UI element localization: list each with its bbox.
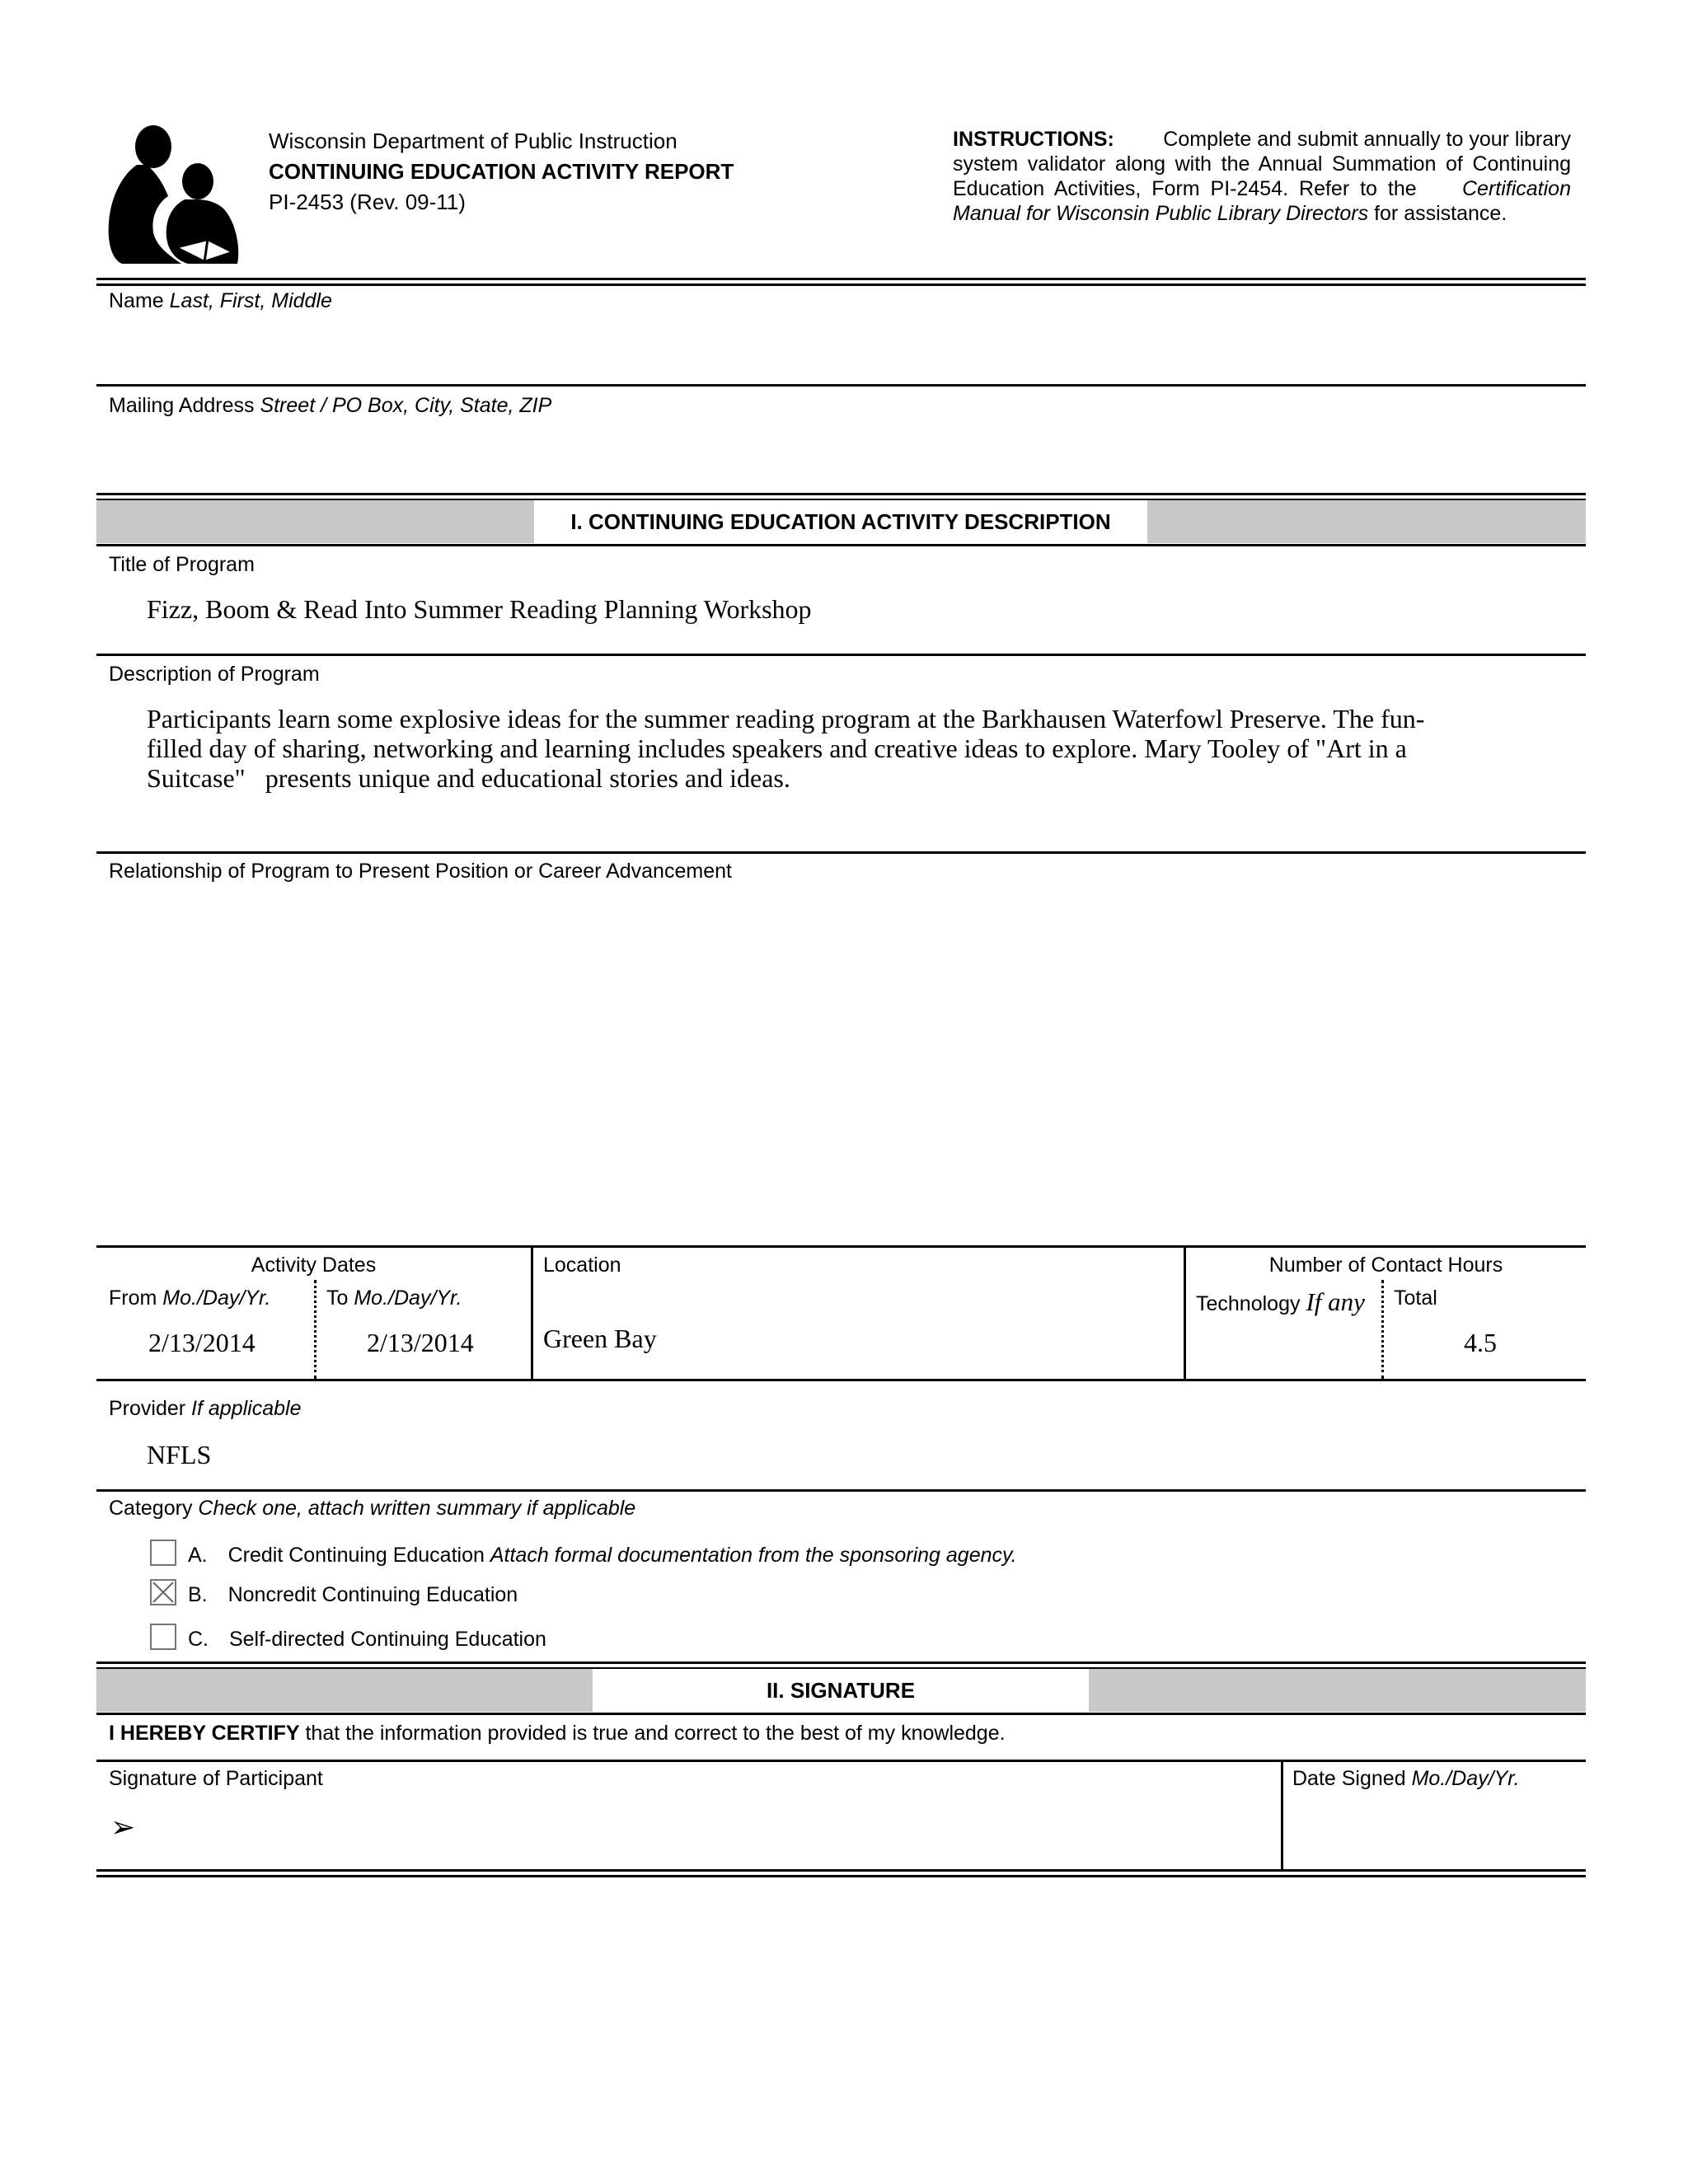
category-c-checkbox[interactable] bbox=[150, 1624, 176, 1650]
name-label: Name Last, First, Middle bbox=[109, 289, 332, 312]
program-title-label: Title of Program bbox=[109, 553, 255, 576]
date-signed-field[interactable] bbox=[1294, 1809, 1574, 1858]
program-description-label: Description of Program bbox=[109, 663, 320, 686]
instructions-line-1 bbox=[953, 127, 1571, 152]
to-date-label: To Mo./Day/Yr. bbox=[326, 1286, 462, 1310]
contact-hours-label: Number of Contact Hours bbox=[1268, 1254, 1503, 1277]
form-title: CONTINUING EDUCATION ACTIVITY REPORT bbox=[269, 159, 734, 184]
certify-divider bbox=[96, 1760, 1586, 1762]
instructions-text-3-italic: Certification bbox=[1462, 177, 1571, 200]
reading-adult-child-icon bbox=[106, 124, 244, 265]
date-signed-label: Date Signed Mo./Day/Yr. bbox=[1292, 1767, 1520, 1790]
header-divider bbox=[96, 278, 1586, 286]
category-a-option: A. Credit Continuing Education Attach formal documentation from the sponsoring agency. bbox=[188, 1544, 1017, 1567]
relationship-label: Relationship of Program to Present Position or Career Advancement bbox=[109, 860, 732, 883]
signature-field[interactable] bbox=[157, 1805, 1261, 1863]
instructions-text-1: Complete and submit annually to your library bbox=[1163, 128, 1571, 151]
name-field[interactable] bbox=[147, 326, 1548, 367]
provider-label: Provider If applicable bbox=[109, 1397, 302, 1420]
provider-divider bbox=[96, 1489, 1586, 1492]
category-b-checkbox[interactable] bbox=[150, 1579, 176, 1605]
section2-title: II. SIGNATURE bbox=[593, 1669, 1089, 1712]
relationship-field[interactable] bbox=[147, 898, 1548, 1228]
instructions-manual-title: Manual for Wisconsin Public Library Directors bbox=[953, 202, 1369, 225]
instructions-text-3: Education Activities, Form PI-2454. Refer to the bbox=[953, 177, 1417, 200]
signature-label: Signature of Participant bbox=[109, 1767, 323, 1790]
technology-label: Technology If any bbox=[1196, 1287, 1365, 1316]
checkbox-x-mark-icon bbox=[152, 1581, 175, 1604]
instructions-block bbox=[953, 127, 1571, 226]
signature-arrow-icon: ➢ bbox=[110, 1811, 136, 1844]
activity-table-top bbox=[96, 1245, 1586, 1248]
address-field[interactable] bbox=[147, 430, 1548, 471]
total-hours-label: Total bbox=[1394, 1286, 1437, 1310]
description-divider bbox=[96, 851, 1586, 854]
form-number: PI-2453 (Rev. 09-11) bbox=[269, 190, 466, 214]
activity-dates-label: Activity Dates bbox=[251, 1254, 377, 1277]
program-title-field[interactable]: Fizz, Boom & Read Into Summer Reading Planning Workshop bbox=[147, 594, 812, 624]
section1-title: I. CONTINUING EDUCATION ACTIVITY DESCRIPTION bbox=[534, 500, 1147, 543]
technology-hours-field[interactable] bbox=[1212, 1327, 1368, 1360]
total-hours-field[interactable]: 4.5 bbox=[1464, 1328, 1497, 1357]
program-title-divider bbox=[96, 654, 1586, 656]
section2-band-bottom bbox=[96, 1713, 1586, 1715]
description-line: Participants learn some explosive ideas for the summer reading program at the Barkhausen Waterfowl Preserve. The fun- bbox=[147, 704, 1425, 733]
signature-date-divider bbox=[1281, 1760, 1283, 1871]
instructions-heading: INSTRUCTIONS: bbox=[953, 128, 1114, 151]
location-label: Location bbox=[543, 1254, 621, 1277]
instructions-line-3 bbox=[953, 176, 1571, 201]
section1-band-bottom bbox=[96, 544, 1586, 546]
program-description-field[interactable] bbox=[147, 704, 1540, 793]
category-b-option: B. Noncredit Continuing Education bbox=[188, 1583, 518, 1606]
category-label: Category Check one, attach written summary if applicable bbox=[109, 1497, 636, 1520]
form-bottom-divider bbox=[96, 1869, 1586, 1877]
location-field[interactable]: Green Bay bbox=[543, 1324, 657, 1353]
instructions-text-4: for assistance. bbox=[1374, 202, 1507, 225]
certify-statement: I HEREBY CERTIFY that the information provided is true and correct to the best of my knowledge. bbox=[109, 1722, 1006, 1745]
category-a-checkbox[interactable] bbox=[150, 1540, 176, 1566]
instructions-line-2: system validator along with the Annual Summation of Continuing bbox=[953, 152, 1571, 176]
category-c-option: C. Self-directed Continuing Education bbox=[188, 1628, 546, 1651]
name-divider bbox=[96, 384, 1586, 387]
to-date-field[interactable]: 2/13/2014 bbox=[367, 1328, 474, 1357]
activity-table-bottom bbox=[96, 1379, 1586, 1381]
dates-dotted-divider bbox=[314, 1280, 316, 1379]
agency-logo bbox=[106, 124, 244, 265]
description-line: filled day of sharing, networking and learning includes speakers and creative ideas to explore. Mary Tooley of "Art in a bbox=[147, 733, 1407, 763]
hours-dotted-divider bbox=[1381, 1280, 1384, 1379]
from-date-label: From Mo./Day/Yr. bbox=[109, 1286, 271, 1310]
instructions-line-4 bbox=[953, 201, 1571, 226]
provider-field[interactable]: NFLS bbox=[147, 1440, 212, 1469]
address-label: Mailing Address Street / PO Box, City, State, ZIP bbox=[109, 394, 552, 417]
agency-name: Wisconsin Department of Public Instruction bbox=[269, 129, 678, 153]
from-date-field[interactable]: 2/13/2014 bbox=[148, 1328, 256, 1357]
description-line: Suitcase" presents unique and educational stories and ideas. bbox=[147, 763, 790, 793]
activity-col-divider-1 bbox=[531, 1245, 533, 1381]
